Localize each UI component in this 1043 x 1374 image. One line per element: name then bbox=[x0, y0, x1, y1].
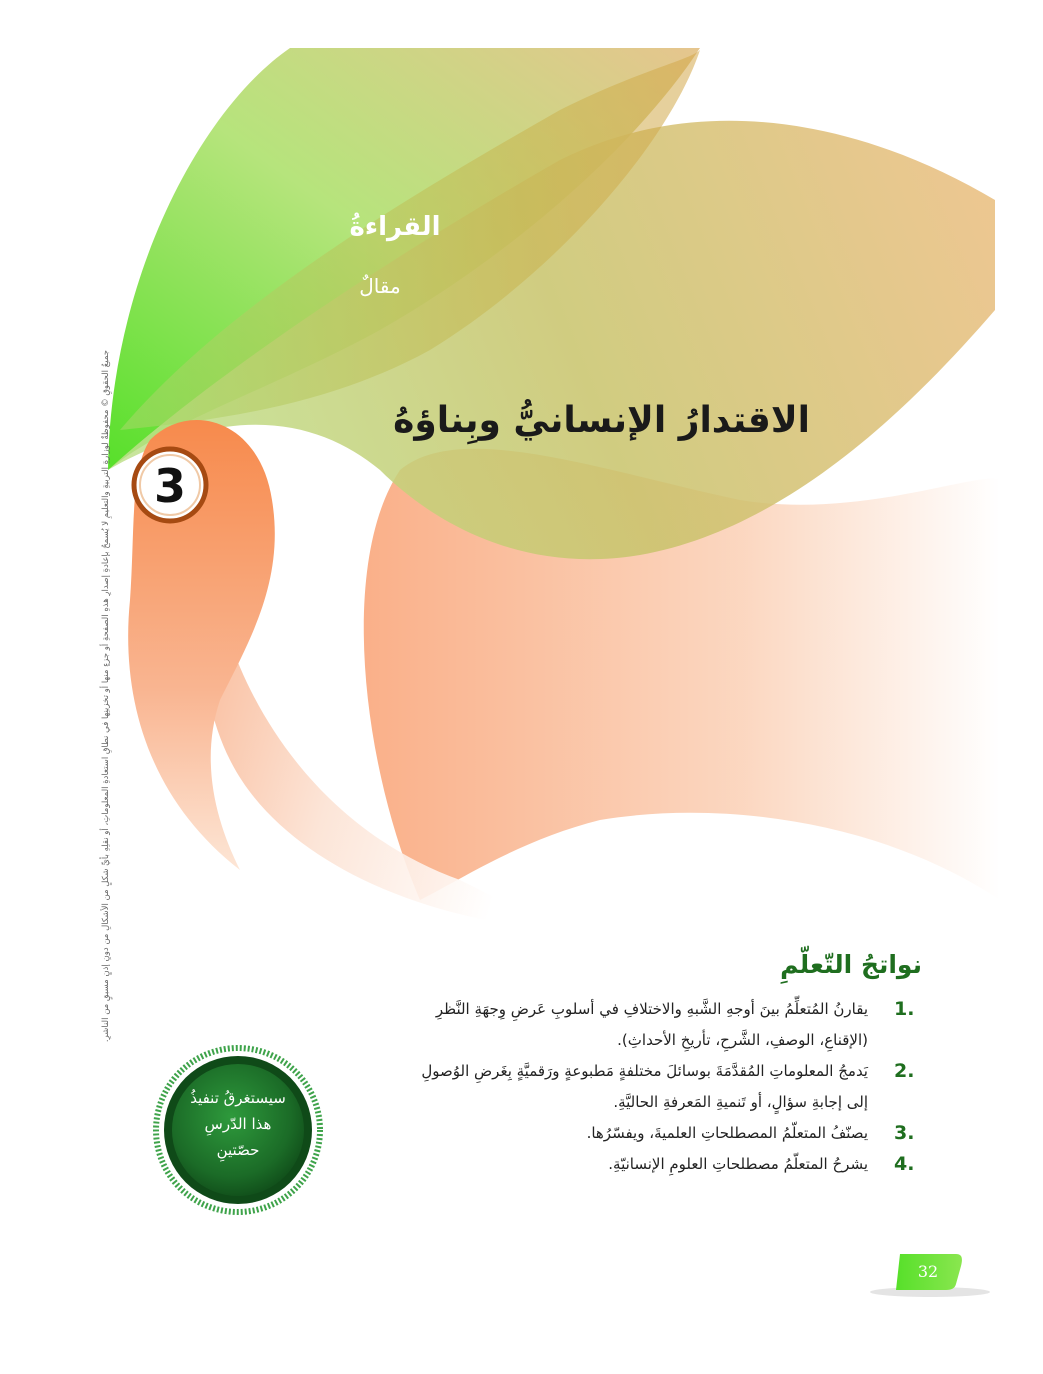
outcome-number: 1. bbox=[894, 998, 915, 1020]
learning-outcomes-list bbox=[350, 994, 924, 1180]
lesson-title: الاقتدارُ الإنسانيُّ وبِناؤهُ bbox=[393, 400, 810, 441]
outcome-text: يصنّفُ المتعلّمُ المصطلحاتِ العلميةَ، ويفسّرُها. bbox=[586, 1124, 868, 1142]
learning-outcomes-heading: نواتجُ التّعلّمِ bbox=[780, 950, 922, 979]
outcome-item bbox=[350, 1056, 924, 1118]
lesson-number: 3 bbox=[153, 459, 186, 513]
outcome-text: يقارنُ المُتعلِّمُ بينَ أوجهِ الشَّبهِ والاختلافِ في أسلوبِ عَرضِ وِجهَةِ النَّظرِ bbox=[435, 1000, 868, 1018]
outcome-item bbox=[350, 1118, 924, 1149]
section-sub-label: مقالٌ bbox=[359, 274, 401, 298]
copyright-note: جميعُ الحقوقِ © محفوظةٌ لوزارةِ التربيةِ والتعليمِ لا يُسمحُ بإعادةِ إصدارِ هذهِ الصفحةِ أو جزءٍ منها أو تخزينِها في نطاقِ استعادةِ المعلوماتِ، أو نقلِهِ بأيِّ شكلٍ من الأشكالِ من دونِ إذنٍ مسبقٍ من الناشرِ. bbox=[101, 350, 111, 1043]
outcome-number: 3. bbox=[894, 1122, 915, 1144]
outcome-text: يَدمجُ المعلوماتِ المُقدَّمَةَ بوسائلَ مختلفةٍ مَطبوعةٍ ورَقميَّةٍ بِغَرضِ الوُصولِ bbox=[421, 1062, 868, 1080]
outcome-number: 4. bbox=[894, 1153, 915, 1175]
outcome-item bbox=[350, 994, 924, 1056]
page-number: 32 bbox=[917, 1262, 939, 1281]
lesson-duration-badge bbox=[176, 1085, 300, 1163]
outcome-text: يشرحُ المتعلّمُ مصطلحاتِ العلومِ الإنسانيّةِ. bbox=[608, 1155, 868, 1173]
duration-line-1: سيستغرقُ تنفيذُ bbox=[190, 1089, 286, 1107]
outcome-text-continued: إلى إجابةِ سؤالٍ، أو تَنميةِ المَعرفةِ الحاليَّةِ. bbox=[613, 1093, 868, 1111]
duration-line-3: حصّتينِ bbox=[216, 1141, 260, 1159]
outcome-text-continued: (الإقناعِ، الوصفِ، الشَّرحِ، تأريخِ الأحداثِ). bbox=[617, 1031, 868, 1049]
outcome-item bbox=[350, 1149, 924, 1180]
section-label: القراءةُ bbox=[349, 212, 441, 242]
duration-line-2: هذا الدّرسِ bbox=[204, 1115, 272, 1133]
outcome-number: 2. bbox=[894, 1060, 915, 1082]
